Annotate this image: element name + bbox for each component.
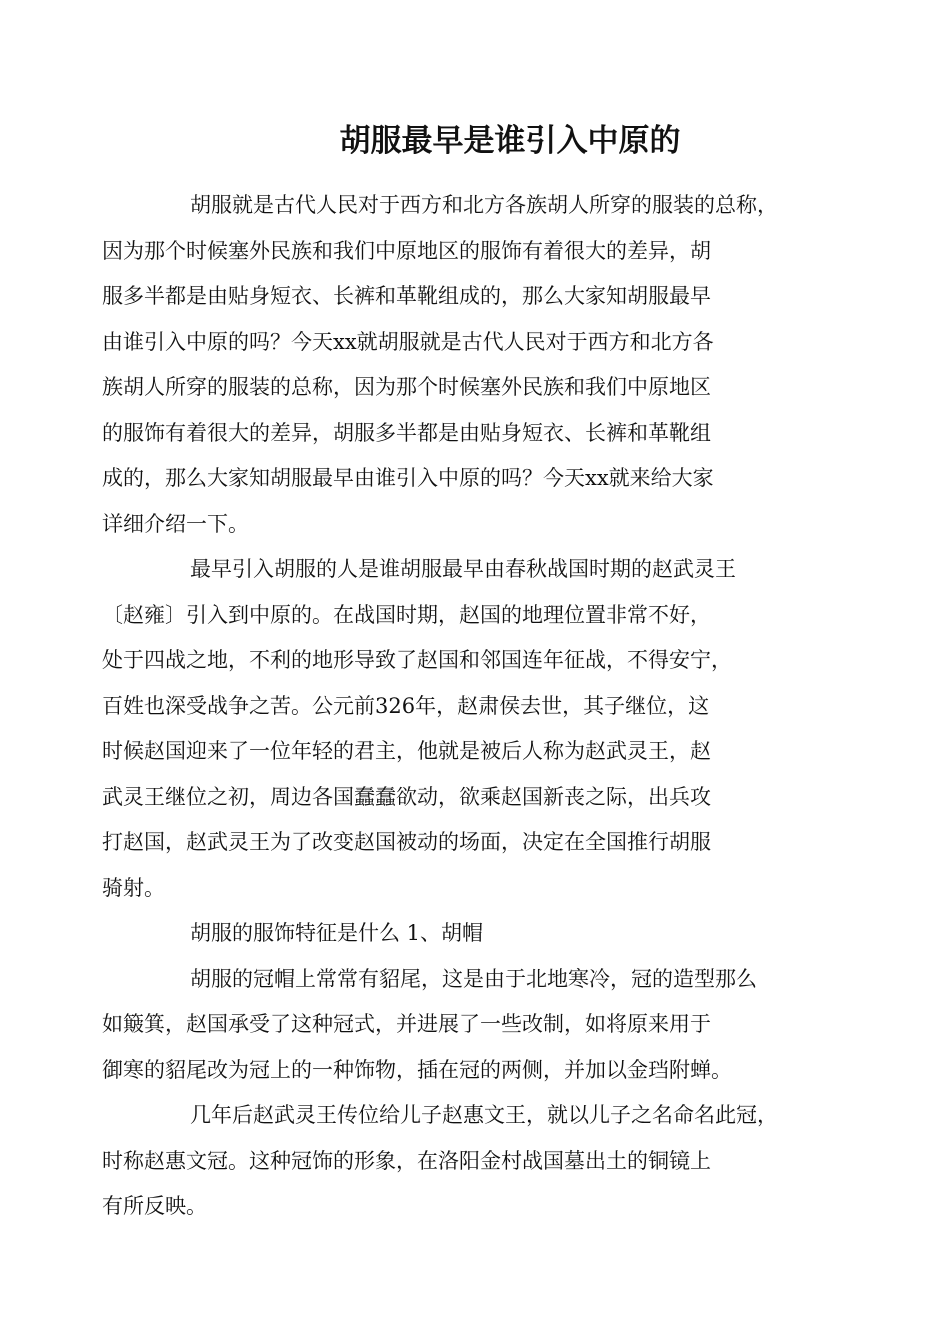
section-heading-hu-hat: [146, 911, 826, 957]
paragraph-line: 胡服的服饰特征是什么 1、胡帽: [190, 921, 484, 945]
paragraph-line: 的服饰有着很大的差异，胡服多半都是由贴身短衣、长裤和革靴组: [102, 420, 711, 445]
paragraph-line: 时候赵国迎来了一位年轻的君主，他就是被后人称为赵武灵王，赵: [102, 739, 711, 763]
document-body: [102, 183, 826, 1230]
paragraph-line: 最早引入胡服的人是谁胡服最早由春秋战国时期的赵武灵王: [190, 557, 736, 581]
paragraph-line: 成的，那么大家知胡服最早由谁引入中原的吗？今天xx就来给大家: [102, 466, 714, 490]
paragraph-line: 御寒的貂尾改为冠上的一种饰物，插在冠的两侧，并加以金珰附蝉。: [102, 1057, 732, 1082]
paragraph-1: [102, 183, 826, 547]
paragraph-3: [102, 957, 826, 1094]
paragraph-line: 打赵国，赵武灵王为了改变赵国被动的场面，决定在全国推行胡服: [102, 830, 711, 854]
paragraph-line: 因为那个时候塞外民族和我们中原地区的服饰有着很大的差异，胡: [102, 238, 711, 263]
paragraph-line: 有所反映。: [102, 1194, 207, 1218]
paragraph-line: 武灵王继位之初，周边各国蠢蠢欲动，欲乘赵国新丧之际，出兵攻: [102, 784, 711, 809]
paragraph-line: 时称赵惠文冠。这种冠饰的形象，在洛阳金村战国墓出土的铜镜上: [102, 1148, 711, 1173]
paragraph-4: [102, 1093, 826, 1230]
paragraph-line: 如簸箕，赵国承受了这种冠式，并进展了一些改制，如将原来用于: [102, 1012, 711, 1036]
paragraph-line: 族胡人所穿的服装的总称，因为那个时候塞外民族和我们中原地区: [102, 375, 711, 399]
paragraph-line: 骑射。: [102, 875, 165, 900]
paragraph-2: [102, 547, 826, 911]
paragraph-line: 〔赵雍〕引入到中原的。在战国时期，赵国的地理位置非常不好，: [102, 602, 711, 627]
document-title: 胡服最早是谁引入中原的: [339, 123, 681, 159]
paragraph-line: 服多半都是由贴身短衣、长裤和革靴组成的，那么大家知胡服最早: [102, 284, 711, 308]
paragraph-line: 百姓也深受战争之苦。公元前326年，赵肃侯去世，其子继位，这: [102, 693, 710, 718]
paragraph-line: 胡服就是古代人民对于西方和北方各族胡人所穿的服装的总称，: [190, 193, 778, 217]
paragraph-line: 胡服的冠帽上常常有貂尾，这是由于北地寒冷，冠的造型那么: [190, 966, 757, 991]
paragraph-line: 几年后赵武灵王传位给儿子赵惠文王，就以儿子之名命名此冠，: [190, 1103, 778, 1127]
paragraph-line: 详细介绍一下。: [102, 511, 249, 536]
paragraph-line: 处于四战之地，不利的地形导致了赵国和邻国连年征战，不得安宁，: [102, 648, 732, 672]
paragraph-line: 由谁引入中原的吗？今天xx就胡服就是古代人民对于西方和北方各: [102, 329, 714, 354]
